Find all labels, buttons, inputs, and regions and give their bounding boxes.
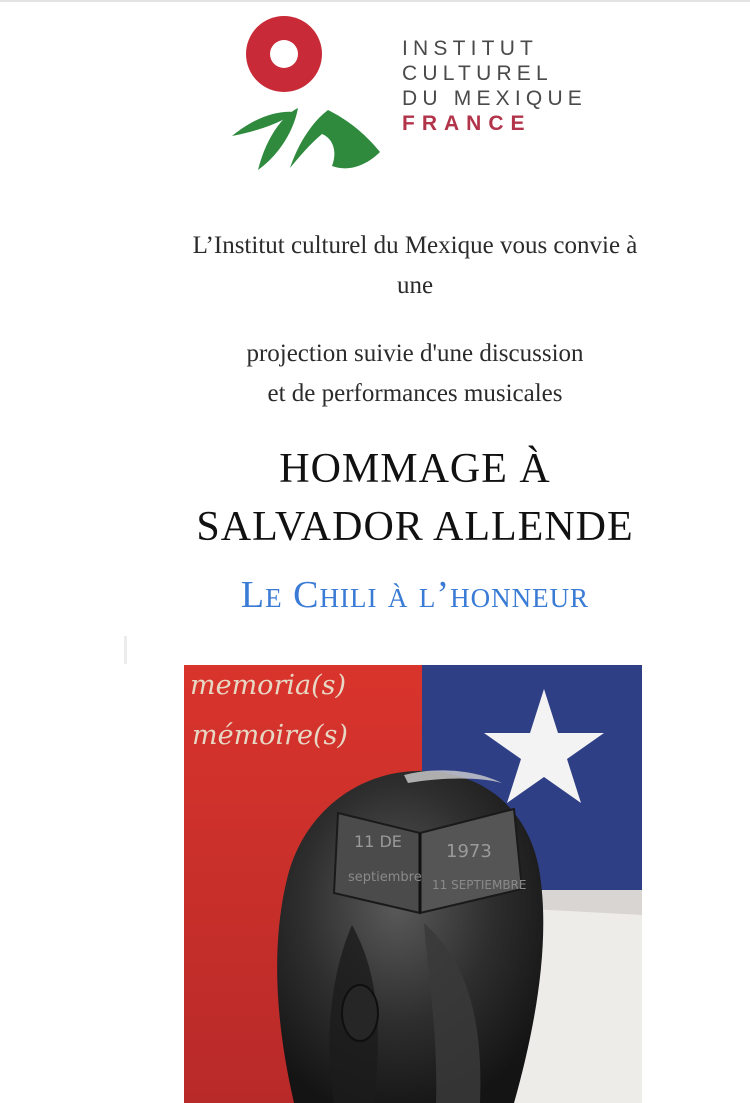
- poster-caption-memoires: mémoire(s): [192, 720, 348, 751]
- top-rule: [0, 0, 750, 2]
- inscription-4: 11 SEPTIEMBRE: [432, 878, 527, 892]
- logo-wordmark: [402, 36, 632, 136]
- inscription-2: 1973: [446, 841, 492, 862]
- inscription-1: 11 DE: [354, 832, 402, 851]
- event-subtitle: Le Chili à l’honneur: [240, 574, 590, 616]
- invitation-line-2: une: [396, 272, 434, 299]
- event-line-1: projection suivie d'une discussion: [246, 340, 584, 367]
- invitation-text: [130, 226, 700, 306]
- event-title-line-1: HOMMAGE À: [279, 446, 551, 492]
- poster-caption-memorias: memoria(s): [190, 670, 347, 701]
- event-line-2: et de performances musicales: [267, 380, 563, 407]
- logo-mark-icon: [192, 6, 392, 206]
- event-title-line-2: SALVADOR ALLENDE: [196, 504, 634, 550]
- logo-line-france: FRANCE: [402, 112, 532, 135]
- poster-image: [184, 665, 642, 1103]
- event-description: [130, 334, 700, 414]
- logo-line-culturel: CULTUREL: [402, 62, 553, 85]
- invitation-line-1: L’Institut culturel du Mexique vous convie à: [192, 232, 638, 259]
- logo-line-mexique: DU MEXIQUE: [402, 87, 588, 110]
- inscription-3: septiembre: [348, 870, 422, 885]
- institute-logo: [192, 6, 636, 206]
- event-title: [100, 440, 730, 556]
- spacer-mark: [124, 636, 127, 664]
- logo-line-institut: INSTITUT: [402, 37, 539, 60]
